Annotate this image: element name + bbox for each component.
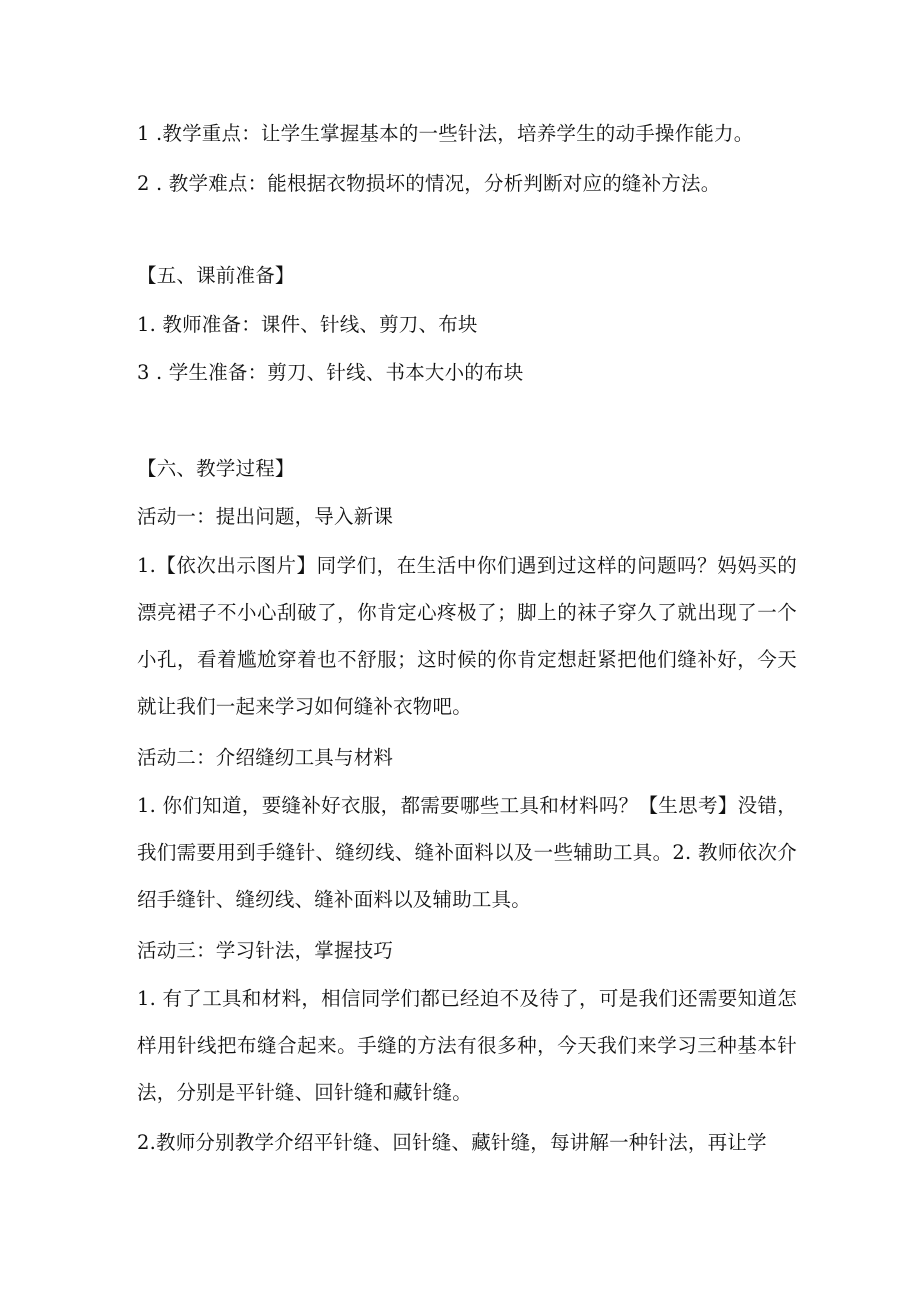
- activity-1-paragraph: 1.【依次出示图片】同学们，在生活中你们遇到过这样的问题吗？妈妈买的漂亮裙子不小心刮破了，你肯定心疼极了；脚上的袜子穿久了就出现了一个小孔，看着尴尬穿着也不舒服；这时候的你肯定想赶紧把他们缝补好，今天就让我们一起来学习如何缝补衣物吧。: [137, 554, 797, 718]
- section-5-item-1: 1. 教师准备：课件、针线、剪刀、布块: [137, 313, 478, 336]
- activity-3-title: 活动三：学习针法，掌握技巧: [137, 939, 394, 962]
- activity-2-paragraph: 1. 你们知道，要缝补好衣服，都需要哪些工具和材料吗？【生思考】没错，我们需要用到手缝针、缝纫线、缝补面料以及一些辅助工具。2. 教师依次介绍手缝针、缝纫线、缝补面料以及辅助工具。: [137, 794, 797, 911]
- key-point-item-2: 2 . 教学难点：能根据衣物损坏的情况，分析判断对应的缝补方法。: [137, 172, 721, 195]
- activity-1-title: 活动一：提出问题，导入新课: [137, 505, 394, 528]
- section-6-heading: 【六、教学过程】: [137, 457, 295, 480]
- activity-2-title: 活动二：介绍缝纫工具与材料: [137, 746, 394, 769]
- section-5-item-2: 3 . 学生准备：剪刀、针线、书本大小的布块: [137, 361, 524, 384]
- activity-3-paragraph-2: 2.教师分别教学介绍平针缝、回针缝、藏针缝，每讲解一种针法，再让学: [137, 1131, 767, 1154]
- section-5-heading: 【五、课前准备】: [137, 264, 295, 287]
- key-point-item-1: 1 .教学重点：让学生掌握基本的一些针法，培养学生的动手操作能力。: [137, 122, 754, 145]
- activity-3-paragraph-1: 1. 有了工具和材料，相信同学们都已经迫不及待了，可是我们还需要知道怎样用针线把布缝合起来。手缝的方法有很多种，今天我们来学习三种基本针法，分别是平针缝、回针缝和藏针缝。: [137, 987, 797, 1104]
